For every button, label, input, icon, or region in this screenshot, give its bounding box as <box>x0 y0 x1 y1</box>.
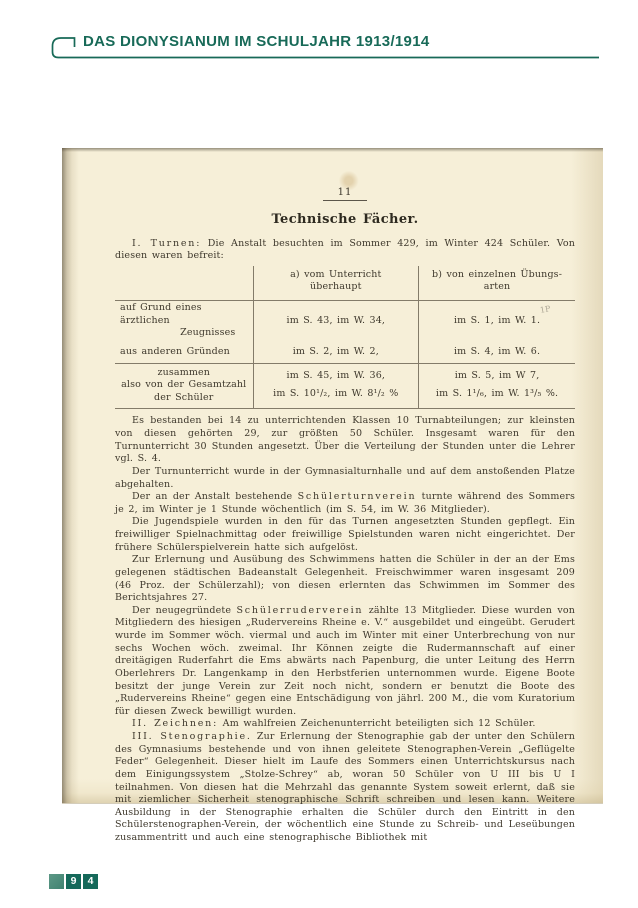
body-paragraph <box>115 491 575 516</box>
page-number-ornament-box <box>49 874 64 889</box>
row1-label-line1: auf Grund eines ärztlichen <box>120 302 202 326</box>
row1-value-a: im S. 43, im W. 34, <box>253 301 419 341</box>
table-header-col-b <box>419 266 575 301</box>
folio-row <box>115 186 575 201</box>
paragraph-segment: Der neugegründete <box>132 604 237 616</box>
col-b-line2: arten <box>483 281 511 293</box>
body-paragraph: Die Jugendspiele wurden in den für das Turnen angesetzten Stunden gepflegt. Ein freiwilliger Spielnachmittag oder freiwillige Spielstunden waren nicht eingerichtet. Der frühere Schülerspielverein hatte sich aufgelöst. <box>115 516 575 553</box>
body-paragraph: Es bestanden bei 14 zu unterrichtenden Klassen 10 Turnabteilungen; zur kleinsten von diesen gehörten 29, zur größten 50 Schüler. Insgesamt waren für den Turnunterricht 30 Stunden angesetzt. Über die Verteilung der Stunden unter die Lehrer vgl. S. 4. <box>115 415 575 465</box>
table-header-col-a <box>253 266 419 301</box>
body-paragraph <box>115 718 575 731</box>
scanned-document-image <box>62 148 603 844</box>
col-b-line1: b) von einzelnen Übungs- <box>432 268 563 280</box>
footer-page-number <box>49 874 98 889</box>
intro-lead: I. Turnen: <box>132 237 202 249</box>
body-paragraph: Zur Erlernung und Ausübung des Schwimmens hatten die Schüler in der an der Ems gelegenen städtischen Badeanstalt Gelegenheit. Freischwimmer waren insgesamt 209 (46 Proz. der Schülerzahl); von diesen erlernten das Schwimmen im Sommer des Berichtsjahres 27. <box>115 554 575 604</box>
paragraph-segment: Zur Erlernung der Stenographie gab der unter den Schülern des Gymnasiums bestehende und von ihnen geleitete Stenographen-Verein „Geflügelte Feder“ Gelegenheit. Dieser hielt im Laufe des Sommers einen Unterrichtskursus nach dem Einigungssystem „Stolze-Schrey“ ab, woran 50 Schüler von U III bis U I teilnahmen. Von diesen hat die Mehrzahl das genannte System soweit erlernt, daß sie mit ziemlicher Sicherheit stenographische Schrift schreiben und lesen kann. Weitere Ausbildung in der Stenographie erhalten die Schüler durch den Eintritt in den Schülerstenographen-Verein, der wöchentlich eine Stunde zu Schreib- und Leseübungen zusammentritt und auch eine stenographische Bibliothek mit <box>115 731 575 844</box>
spaced-term: Schülerruderverein <box>236 604 364 616</box>
summary-a-line1: im S. 45, im W. 36, <box>286 370 386 382</box>
row1-value-b: im S. 1, im W. 1. <box>419 301 575 341</box>
table-summary-row <box>115 363 575 409</box>
row2-label: aus anderen Gründen <box>120 345 230 357</box>
body-paragraph: Der Turnunterricht wurde in der Gymnasialturnhalle und auf dem anstoßenden Platze abgehalten. <box>115 465 575 490</box>
spaced-term: Schülerturnverein <box>297 491 417 503</box>
intro-paragraph <box>115 238 575 263</box>
page-number-digit: 9 <box>66 874 81 889</box>
spaced-term: II. Zeichnen: <box>132 718 219 730</box>
intro-text: Die Anstalt besuchten im Sommer 429, im Winter 424 Schüler. Von diesen waren befreit: <box>115 237 575 262</box>
summary-b-line1: im S. 5, im W 7, <box>454 370 540 382</box>
spaced-term: III. Stenographie. <box>132 731 252 743</box>
paragraph-segment: Der an der Anstalt bestehende <box>132 491 298 503</box>
summary-b-line2: im S. 1¹/₆, im W. 1³/₅ %. <box>435 388 559 400</box>
row2-value-a: im S. 2, im W. 2, <box>253 341 419 363</box>
body-paragraph <box>115 605 575 719</box>
table-header-empty <box>115 266 253 301</box>
paragraph-segment: turnte während des Sommers je 2, im Winter je 1 Stunde wöchentlich (im S. 54, im W. 36 Mitglieder). <box>115 491 575 515</box>
paragraph-segment: zählte 13 Mitglieder. Diese wurden von Mitgliedern des hiesigen „Rudervereins Rheine e. V.“ ausgebildet und eingeübt. Gerudert wurde im Sommer wöch. viermal und auch im Winter mit einer Unterbrechung von nur sechs Wochen wöch. zweimal. Ihr Können zeigte die Rudermannschaft auf einer dreitägigen Ruderfahrt die Ems abwärts nach Papenburg, die unter Leitung des Herrn Oberlehrers Dr. Langenkamp in den Herbstferien unternommen wurde. Eigene Boote besitzt der junge Verein zur Zeit noch nicht, sondern er benutzt die Boote des „Rudervereins Rheine“ gegen eine Entschädigung von jährl. 200 M., die vom Kuratorium für diesen Zweck bewilligt wurden. <box>115 604 575 717</box>
table-row <box>115 301 575 341</box>
page-title: DAS DIONYSIANUM IM SCHULJAHR 1913/1914 <box>83 33 430 50</box>
row1-label-line2: Zeugnisses <box>180 327 236 339</box>
col-a-line2: überhaupt <box>310 281 362 293</box>
pencil-mark: 1P <box>539 304 552 315</box>
table-header-row <box>115 266 575 301</box>
paragraph-segment: Am wahlfreien Zeichenunterricht beteiligten sich 12 Schüler. <box>218 718 536 730</box>
summary-value-b <box>419 363 575 409</box>
summary-label-line2: also von der Gesamtzahl <box>121 379 247 391</box>
summary-value-a <box>253 363 419 409</box>
table-row <box>115 341 575 363</box>
summary-label <box>115 363 253 409</box>
folio-number: 11 <box>323 186 368 201</box>
summary-label-line1: zusammen <box>157 366 211 378</box>
summary-label-line3: der Schüler <box>154 391 214 403</box>
summary-a-line2: im S. 10¹/₂, im W. 8¹/₂ % <box>273 388 399 400</box>
section-title: Technische Fächer. <box>271 212 419 228</box>
row1-label <box>115 301 253 341</box>
scan-text-block <box>115 186 575 845</box>
exemption-table <box>115 266 575 410</box>
col-a-line1: a) vom Unterricht <box>290 268 382 280</box>
row2-value-b: im S. 4, im W. 6. <box>419 341 575 363</box>
body-paragraph <box>115 731 575 845</box>
page-number-digit: 4 <box>83 874 98 889</box>
